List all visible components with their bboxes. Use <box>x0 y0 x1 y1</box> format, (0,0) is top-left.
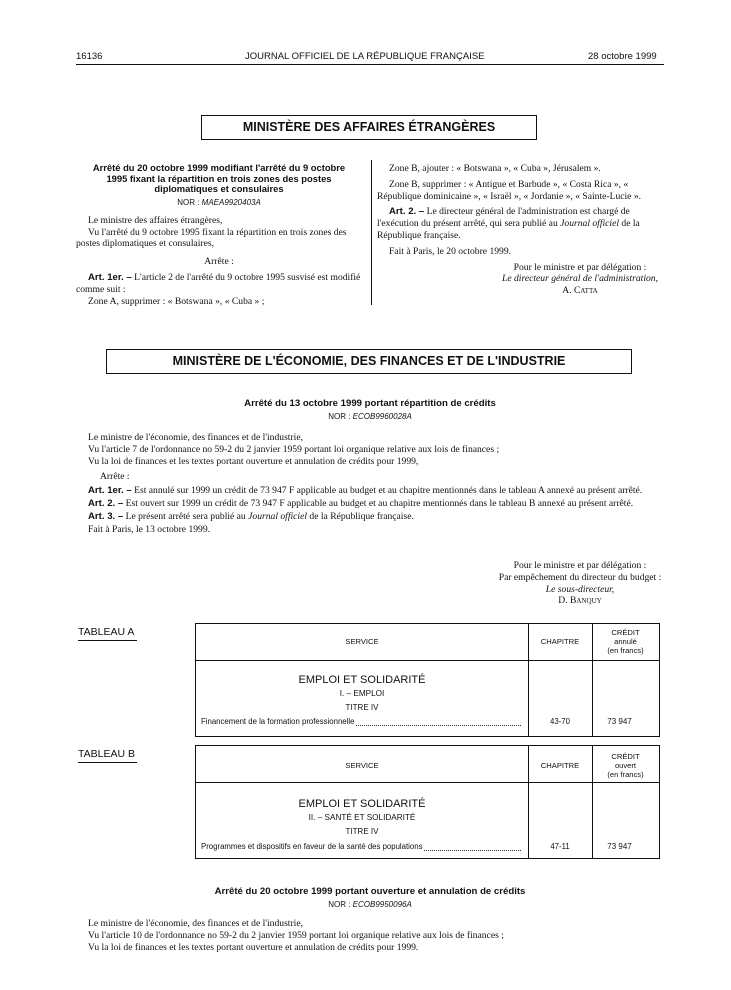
article-3-label: Art. 3. – <box>88 510 124 522</box>
nor-reference <box>76 198 362 207</box>
credit-header-line: ouvert <box>614 761 637 770</box>
col-header-credit <box>592 628 659 655</box>
article-2-text: Est ouvert sur 1999 un crédit de 73 947 F applicable au budget et au chapitre mentionnés dans le tableau B annexé au présent arrêté. <box>125 497 634 509</box>
signature-block <box>460 560 700 607</box>
zone-b-remove: Zone B, supprimer : « Antigue et Barbude », « Costa Rica », « République dominicaine », « Israël », « Jordanie », « Sainte-Lucie ». <box>377 178 642 202</box>
intro-vu: Vu l'article 7 de l'ordonnance no 59-2 du 2 janvier 1959 portant loi organique relative aux lois de finances ; <box>88 443 500 455</box>
article-1-text: Est annulé sur 1999 un crédit de 73 947 F applicable au budget et au chapitre mentionnés dans le tableau A annexé au présent arrêté. <box>134 485 643 497</box>
nor-reference <box>76 412 664 421</box>
article-2 <box>76 498 664 510</box>
article-2-text: Le directeur général de l'administration est chargé de l'exécution du présent arrêté, qui sera publié au <box>377 206 630 230</box>
article-1 <box>76 272 362 296</box>
signature-line: Pour le ministre et par délégation : <box>513 560 647 571</box>
article-3-text-end: de la République française. <box>307 510 414 522</box>
section-subheading: II. – SANTÉ ET SOLIDARITÉ <box>308 813 416 822</box>
header-divider <box>196 660 659 661</box>
decree-maea-right-column <box>377 163 663 297</box>
credit-header-line: CRÉDIT <box>611 628 640 637</box>
credit-header-line: CRÉDIT <box>611 752 640 761</box>
signature-line: Par empêchement du directeur du budget : <box>498 571 662 583</box>
decree-ecob-body <box>76 432 664 535</box>
header-date: 28 octobre 1999 <box>588 51 657 62</box>
row-chapitre: 43-70 <box>550 717 570 726</box>
article-1-text: L'article 2 de l'arrêté du 9 octobre 1995 susvisé est modifié comme suit : <box>76 271 361 295</box>
nor-code: MAEA9920403A <box>201 197 261 207</box>
intro-vu: Vu l'arrêté du 9 octobre 1995 fixant la répartition en trois zones des postes diplomatiques et consulaires, <box>76 226 347 250</box>
fait-a-paris: Fait à Paris, le 13 octobre 1999. <box>88 523 211 535</box>
intro-vu: Vu la loi de finances et les textes portant ouverture et annulation de crédits pour 1999, <box>88 455 419 467</box>
decree-title-line: 1995 fixant la répartition en trois zones des postes <box>106 172 332 184</box>
section-subheading: I. – EMPLOI <box>339 689 385 698</box>
journal-officiel-ref: Journal officiel <box>248 510 308 522</box>
article-2-text-end: de la République française. <box>377 218 640 241</box>
intro-vu: Vu l'article 10 de l'ordonnance no 59-2 du 2 janvier 1959 portant loi organique relative aux lois de finances ; <box>88 929 504 941</box>
col-header-service: SERVICE <box>345 637 379 646</box>
decree-title-line: diplomatiques et consulaires <box>154 183 284 195</box>
col-header-chapitre: CHAPITRE <box>540 761 580 770</box>
column-separator <box>371 160 372 305</box>
arrete-label: Arrête : <box>204 256 234 268</box>
arrete-label: Arrête : <box>100 471 130 483</box>
decree-ecob2-title: Arrêté du 20 octobre 1999 portant ouverture et annulation de crédits <box>214 886 526 897</box>
signature-title: Le directeur général de l'administration, <box>502 273 658 285</box>
table-row <box>201 842 521 852</box>
journal-officiel-ref: Journal officiel <box>560 218 620 230</box>
row-chapitre: 47-11 <box>550 842 570 851</box>
intro-vu: Vu la loi de finances et les textes portant ouverture et annulation de crédits pour 1999. <box>88 941 419 953</box>
tableau-a-label: TABLEAU A <box>78 626 135 638</box>
header-divider <box>196 782 659 783</box>
article-2-label: Art. 2. – <box>389 206 425 218</box>
nor-label: NOR : <box>328 900 351 909</box>
section-heading: EMPLOI ET SOLIDARITÉ <box>298 798 426 810</box>
col-header-credit <box>592 752 659 779</box>
page-number: 16136 <box>76 51 103 62</box>
signature-name: D. Banquy <box>558 595 602 607</box>
intro-ministre: Le ministre des affaires étrangères, <box>88 214 223 226</box>
nor-reference <box>76 900 664 909</box>
row-label: Programmes et dispositifs en faveur de la santé des populations <box>201 842 423 851</box>
tableau-b <box>195 745 660 859</box>
col-header-chapitre: CHAPITRE <box>540 637 580 646</box>
tableau-b-underline <box>78 762 137 763</box>
signature-block <box>497 262 663 297</box>
tableau-b-label: TABLEAU B <box>78 748 135 760</box>
decree-ecob-title: Arrêté du 13 octobre 1999 portant répartition de crédits <box>244 398 496 409</box>
signature-title: Le sous-directeur, <box>545 583 615 595</box>
intro-ministre: Le ministre de l'économie, des finances et de l'industrie, <box>88 918 303 929</box>
row-credit: 73 947 <box>607 842 632 851</box>
credit-header-line: (en francs) <box>607 646 644 655</box>
article-2 <box>377 206 663 241</box>
intro-ministre: Le ministre de l'économie, des finances et de l'industrie, <box>88 432 303 443</box>
table-row <box>201 717 521 727</box>
article-3-text: Le présent arrêté sera publié au <box>125 510 249 522</box>
nor-label: NOR : <box>328 412 351 421</box>
article-3 <box>76 511 664 523</box>
nor-label: NOR : <box>177 197 200 207</box>
signature-line: Pour le ministre et par délégation : <box>513 261 647 273</box>
article-1 <box>76 485 664 497</box>
decree-ecob2-body <box>76 918 664 953</box>
section-titre: TITRE IV <box>345 703 379 712</box>
row-label: Financement de la formation professionnelle <box>201 717 355 726</box>
header-rule <box>76 64 664 65</box>
zone-a: Zone A, supprimer : « Botswana », « Cuba » ; <box>88 295 265 307</box>
article-1-label: Art. 1er. – <box>88 485 132 497</box>
credit-header-line: annulé <box>614 637 637 646</box>
ministry-title-affaires-etrangeres: MINISTÈRE DES AFFAIRES ÉTRANGÈRES <box>201 115 537 140</box>
credit-header-line: (en francs) <box>607 770 644 779</box>
nor-code: ECOB9960028A <box>352 412 412 421</box>
journal-title: JOURNAL OFFICIEL DE LA RÉPUBLIQUE FRANÇAISE <box>245 51 485 62</box>
row-credit: 73 947 <box>607 717 632 726</box>
tableau-a <box>195 623 660 737</box>
nor-code: ECOB9950096A <box>352 900 412 909</box>
tableau-a-underline <box>78 640 137 641</box>
fait-a-paris: Fait à Paris, le 20 octobre 1999. <box>389 245 512 257</box>
zone-b-add: Zone B, ajouter : « Botswana », « Cuba », Jérusalem ». <box>389 163 601 174</box>
decree-maea-left-column <box>76 163 362 307</box>
decree-title-line: Arrêté du 20 octobre 1999 modifiant l'arrêté du 9 octobre <box>92 162 346 173</box>
signature-name: A. Catta <box>562 285 598 297</box>
section-titre: TITRE IV <box>345 827 379 836</box>
col-header-service: SERVICE <box>345 761 379 770</box>
ministry-title-economie: MINISTÈRE DE L'ÉCONOMIE, DES FINANCES ET DE L'INDUSTRIE <box>106 349 632 374</box>
article-2-label: Art. 2. – <box>88 497 124 509</box>
article-1-label: Art. 1er. – <box>88 271 132 283</box>
section-heading: EMPLOI ET SOLIDARITÉ <box>298 674 426 686</box>
